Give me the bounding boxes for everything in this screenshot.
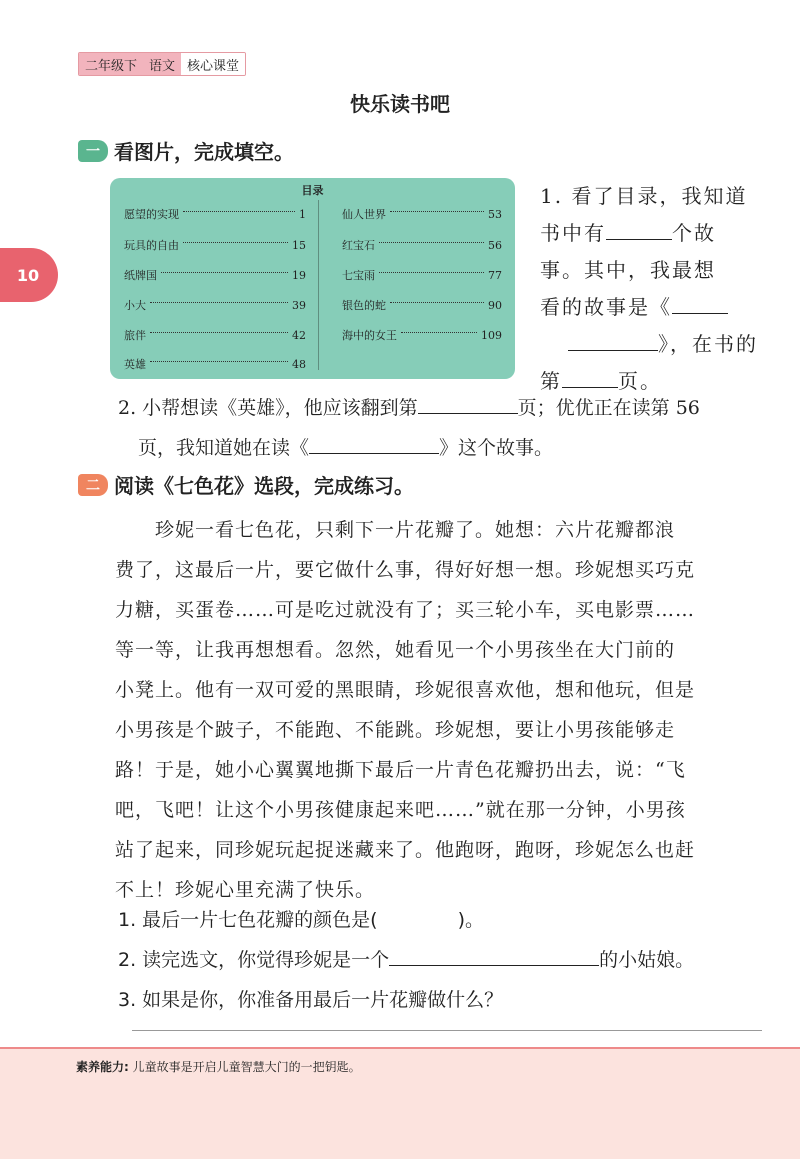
- passage-line: 费了，这最后一片，要它做什么事，得好好想一想。珍妮想买巧克: [115, 559, 696, 581]
- q1-line: 事。其中，我最想: [540, 258, 716, 282]
- footer-label: 素养能力:: [76, 1060, 129, 1074]
- page-title: 快乐读书吧: [350, 92, 450, 116]
- header-subject: 语文: [149, 58, 176, 74]
- toc-entry: 七宝雨 77: [342, 268, 502, 282]
- page-number-tab: 10: [0, 248, 58, 302]
- passage-line: 珍妮一看七色花，只剩下一片花瓣了。她想：六片花瓣都浪: [115, 519, 676, 541]
- answer-blank[interactable]: [309, 453, 439, 454]
- toc-entry: 仙人世界 53: [342, 207, 502, 221]
- answer-blank[interactable]: [672, 313, 728, 314]
- section1-question2: [118, 388, 788, 468]
- toc-entry: 红宝石 56: [342, 238, 502, 252]
- answer-blank[interactable]: [418, 413, 518, 414]
- q1-line: 书中有 个故: [540, 221, 716, 245]
- footer-divider: [0, 1047, 800, 1049]
- toc-entry: 英雄 48: [124, 357, 306, 371]
- answer-line[interactable]: [132, 1030, 762, 1031]
- section2-question3: 3. 如果是你，你准备用最后一片花瓣做什么？: [118, 989, 504, 1011]
- q2-line: 2. 小帮想读《英雄》，他应该翻到第 页；优优正在读第 56: [118, 397, 700, 419]
- toc-entry: 愿望的实现 1: [124, 207, 306, 221]
- toc-entry: 银色的蛇 90: [342, 298, 502, 312]
- toc-entry: 玩具的自由 15: [124, 238, 306, 252]
- section2-questions: [118, 900, 788, 1020]
- section2-heading: [78, 470, 414, 499]
- header-series: 核心课堂: [181, 53, 245, 75]
- answer-blank[interactable]: [568, 350, 658, 351]
- passage-line: 站了起来，同珍妮玩起捉迷藏来了。他跑呀，跑呀，珍妮怎么也赶: [115, 839, 696, 861]
- book-header-badge: [78, 52, 246, 76]
- toc-title: 目录: [301, 184, 324, 197]
- header-grade: 二年级下: [85, 58, 138, 74]
- section2-question2: 2. 读完选文，你觉得珍妮是一个 的小姑娘。: [118, 949, 695, 971]
- section1-heading: [78, 136, 294, 165]
- passage-line: 小凳上。他有一双可爱的黑眼睛，珍妮很喜欢他，想和他玩，但是: [115, 679, 696, 701]
- toc-divider: [318, 200, 319, 370]
- passage-line: 吧，飞吧！让这个小男孩健康起来吧……”就在那一分钟，小男孩: [115, 799, 686, 821]
- reading-passage: [115, 510, 765, 910]
- toc-entry: 海中的女王 109: [342, 328, 502, 342]
- q1-line: 第 页。: [540, 369, 662, 393]
- section2-marker: 二: [78, 474, 108, 496]
- header-grade-subject: [79, 53, 181, 75]
- section1-heading-text: 看图片，完成填空。: [114, 140, 294, 164]
- footer-text: 儿童故事是开启儿童智慧大门的一把钥匙。: [132, 1060, 361, 1074]
- passage-line: 路！于是，她小心翼翼地撕下最后一片青色花瓣扔出去，说：“飞: [115, 759, 686, 781]
- q1-line: 看的故事是《: [540, 289, 770, 326]
- toc-entry: 旅伴 42: [124, 328, 306, 342]
- answer-blank[interactable]: [389, 965, 599, 966]
- section2-question1: 1. 最后一片七色花瓣的颜色是( )。: [118, 909, 485, 931]
- answer-blank[interactable]: [606, 239, 672, 240]
- passage-line: 等一等，让我再想想看。忽然，她看见一个小男孩坐在大门前的: [115, 639, 676, 661]
- table-of-contents-picture: [110, 178, 515, 379]
- q1-line: 》，在书的: [540, 326, 770, 363]
- q2-line: 页，我知道她在读《 》这个故事。: [138, 437, 554, 459]
- section2-heading-text: 阅读《七色花》选段，完成练习。: [114, 474, 414, 498]
- passage-line: 不上！珍妮心里充满了快乐。: [115, 879, 376, 901]
- q1-line: 1. 看了目录，我知道: [540, 184, 748, 208]
- section1-marker: 一: [78, 140, 108, 162]
- section1-question1: [540, 178, 770, 400]
- toc-entry: 小大 39: [124, 298, 306, 312]
- passage-line: 力糖，买蛋卷……可是吃过就没有了；买三轮小车，买电影票……: [115, 599, 696, 621]
- footer-note: [76, 1058, 361, 1075]
- toc-entry: 纸牌国 19: [124, 268, 306, 282]
- passage-line: 小男孩是个跛子，不能跑、不能跳。珍妮想，要让小男孩能够走: [115, 719, 676, 741]
